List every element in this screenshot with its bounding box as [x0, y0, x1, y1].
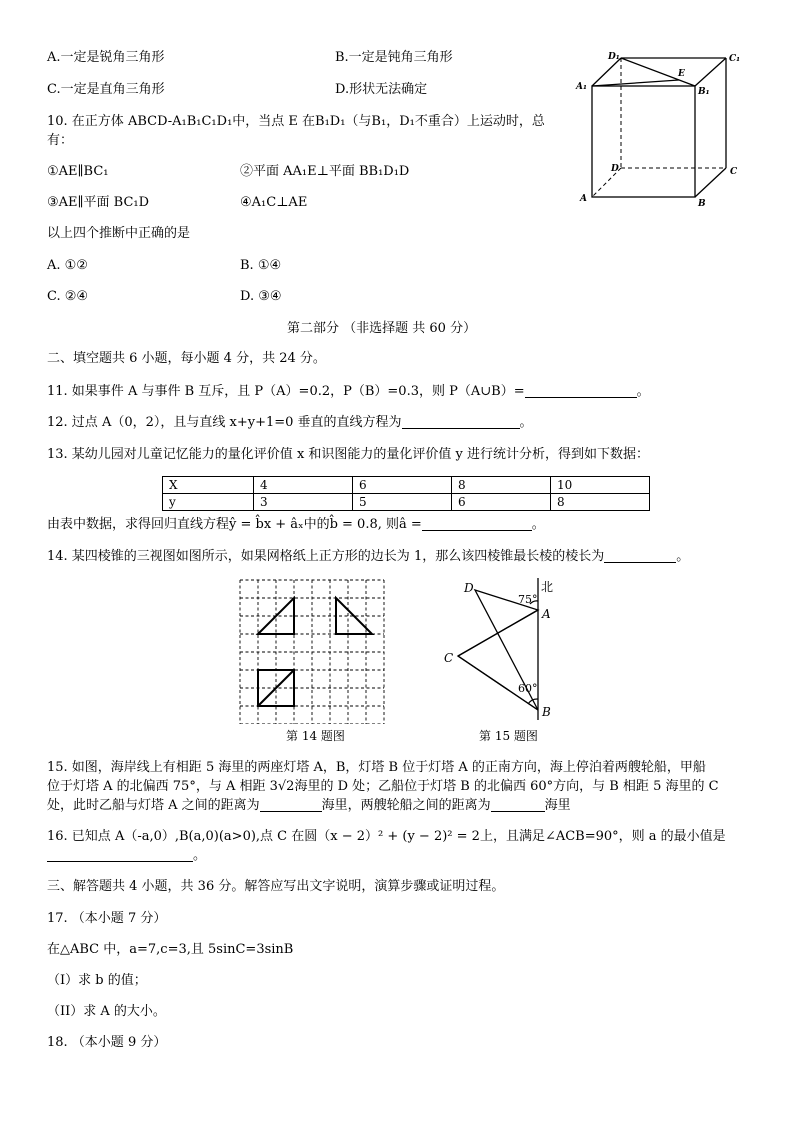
q15-line1: 15. 如图，海岸线上有相距 5 海里的两座灯塔 A，B，灯塔 B 位于灯塔 A 的正南方向，海上停泊着两艘轮船，甲船 [47, 760, 706, 775]
q9-option-b: B.一定是钝角三角形 [335, 50, 453, 65]
table-cell: 3 [254, 494, 353, 511]
cube-label-c1: C₁ [729, 54, 741, 64]
q17-part1: （I）求 b 的值； [47, 973, 147, 988]
q10-statement-4: ④A₁C⊥AE [240, 195, 308, 210]
q16-line2: 。 [47, 847, 206, 865]
point-a-label: A [542, 607, 551, 621]
cube-label-b: B [698, 199, 706, 208]
north-label: 北 [541, 580, 554, 594]
q10-ask: 以上四个推断中正确的是 [47, 226, 191, 241]
q13-text: 13. 某幼儿园对儿童记忆能力的量化评价值 x 和识图能力的量化评价值 y 进行统计分析，得到如下数据： [47, 447, 650, 462]
q9-option-d: D.形状无法确定 [335, 82, 428, 97]
angle-75-label: 75° [518, 593, 538, 606]
q10-stem-line2: 有： [47, 133, 74, 148]
q9-option-a: A.一定是锐角三角形 [47, 50, 165, 65]
q15-line3: 处，此时乙船与灯塔 A 之间的距离为 海里，两艘轮船之间的距离为 海里 [47, 798, 571, 813]
q17-stem: 在△ABC 中，a=7,c=3,且 5sinC=3sinB [47, 942, 294, 957]
q10-statement-3: ③AE∥平面 BC₁D [47, 195, 150, 210]
q18-heading: 18. （本小题 9 分） [47, 1035, 167, 1050]
table-cell: 6 [353, 477, 452, 494]
q15-answer-blank-1[interactable] [260, 797, 322, 812]
table-row [163, 477, 650, 494]
table-cell: 4 [254, 477, 353, 494]
cube-figure [574, 46, 750, 208]
cube-label-e: E [678, 69, 685, 79]
table-cell: 6 [452, 494, 551, 511]
cube-label-d: D [611, 164, 619, 174]
q10-option-a: A. ①② [47, 258, 88, 273]
table-row [163, 494, 650, 511]
angle-60-label: 60° [518, 682, 538, 695]
table-cell: X [163, 477, 254, 494]
table-cell: 10 [551, 477, 650, 494]
q10-statement-2: ②平面 AA₁E⊥平面 BB₁D₁D [240, 164, 410, 179]
q11-text: 11. 如果事件 A 与事件 B 互斥，且 P（A）=0.2，P（B）=0.3，则 P（A∪B）= 。 [47, 384, 650, 399]
table-cell: 5 [353, 494, 452, 511]
q16-line1: 16. 已知点 A（-a,0）,B(a,0)(a>0),点 C 在圆（x − 2）² + (y − 2)² = 2上，且满足∠ACB=90°，则 a 的最小值是 [47, 829, 726, 844]
cube-label-d1: D₁ [608, 52, 620, 62]
part2-title: 第二部分 （非选择题 共 60 分） [287, 321, 477, 336]
q10-stem-line1: 10. 在正方体 ABCD-A₁B₁C₁D₁中，当点 E 在B₁D₁（与B₁，D₁不重合）上运动时，总 [47, 114, 545, 129]
cube-label-a: A [580, 194, 587, 204]
q12-answer-blank[interactable] [402, 414, 520, 429]
q10-option-d: D. ③④ [240, 289, 282, 304]
figure-14-caption: 第 14 题图 [286, 729, 345, 743]
q17-heading: 17. （本小题 7 分） [47, 911, 167, 926]
q13-data-table [162, 476, 650, 511]
q11-answer-blank[interactable] [525, 383, 637, 398]
figure-15-caption: 第 15 题图 [479, 729, 538, 743]
figure-14-three-views [238, 578, 396, 724]
q10-option-c: C. ②④ [47, 289, 89, 304]
q13-answer-blank[interactable] [422, 516, 532, 531]
q17-part2: （II）求 A 的大小。 [47, 1004, 166, 1019]
figure-15-diagram [432, 578, 562, 720]
q14-answer-blank[interactable] [604, 548, 676, 563]
q16-answer-blank[interactable] [47, 847, 193, 862]
cube-label-c: C [730, 167, 738, 177]
q13-tail: 由表中数据，求得回归直线方程ŷ = b̂x + âₓ中的b̂ = 0.8, 则â = 。 [47, 517, 545, 532]
q12-text: 12. 过点 A（0，2），且与直线 x+y+1=0 垂直的直线方程为 。 [47, 415, 533, 430]
point-d-label: D [464, 581, 474, 595]
point-c-label: C [444, 651, 454, 665]
table-cell: y [163, 494, 254, 511]
q10-option-b: B. ①④ [240, 258, 282, 273]
q10-statement-1: ①AE∥BC₁ [47, 164, 109, 179]
cube-label-b1: B₁ [698, 87, 710, 97]
q15-answer-blank-2[interactable] [491, 797, 545, 812]
table-cell: 8 [551, 494, 650, 511]
q9-option-c: C.一定是直角三角形 [47, 82, 165, 97]
q15-line2: 位于灯塔 A 的北偏西 75°，与 A 相距 3√2海里的 D 处；乙船位于灯塔 B 的北偏西 60°方向，与 B 相距 5 海里的 C [47, 779, 719, 794]
point-b-label: B [542, 705, 551, 719]
section3-heading: 三、解答题共 4 小题，共 36 分。解答应写出文字说明，演算步骤或证明过程。 [47, 879, 505, 894]
section2-heading: 二、填空题共 6 小题，每小题 4 分，共 24 分。 [47, 351, 326, 366]
q14-text: 14. 某四棱锥的三视图如图所示，如果网格纸上正方形的边长为 1，那么该四棱锥最长棱的棱长为 。 [47, 549, 690, 564]
table-cell: 8 [452, 477, 551, 494]
cube-label-a1: A₁ [576, 82, 587, 92]
